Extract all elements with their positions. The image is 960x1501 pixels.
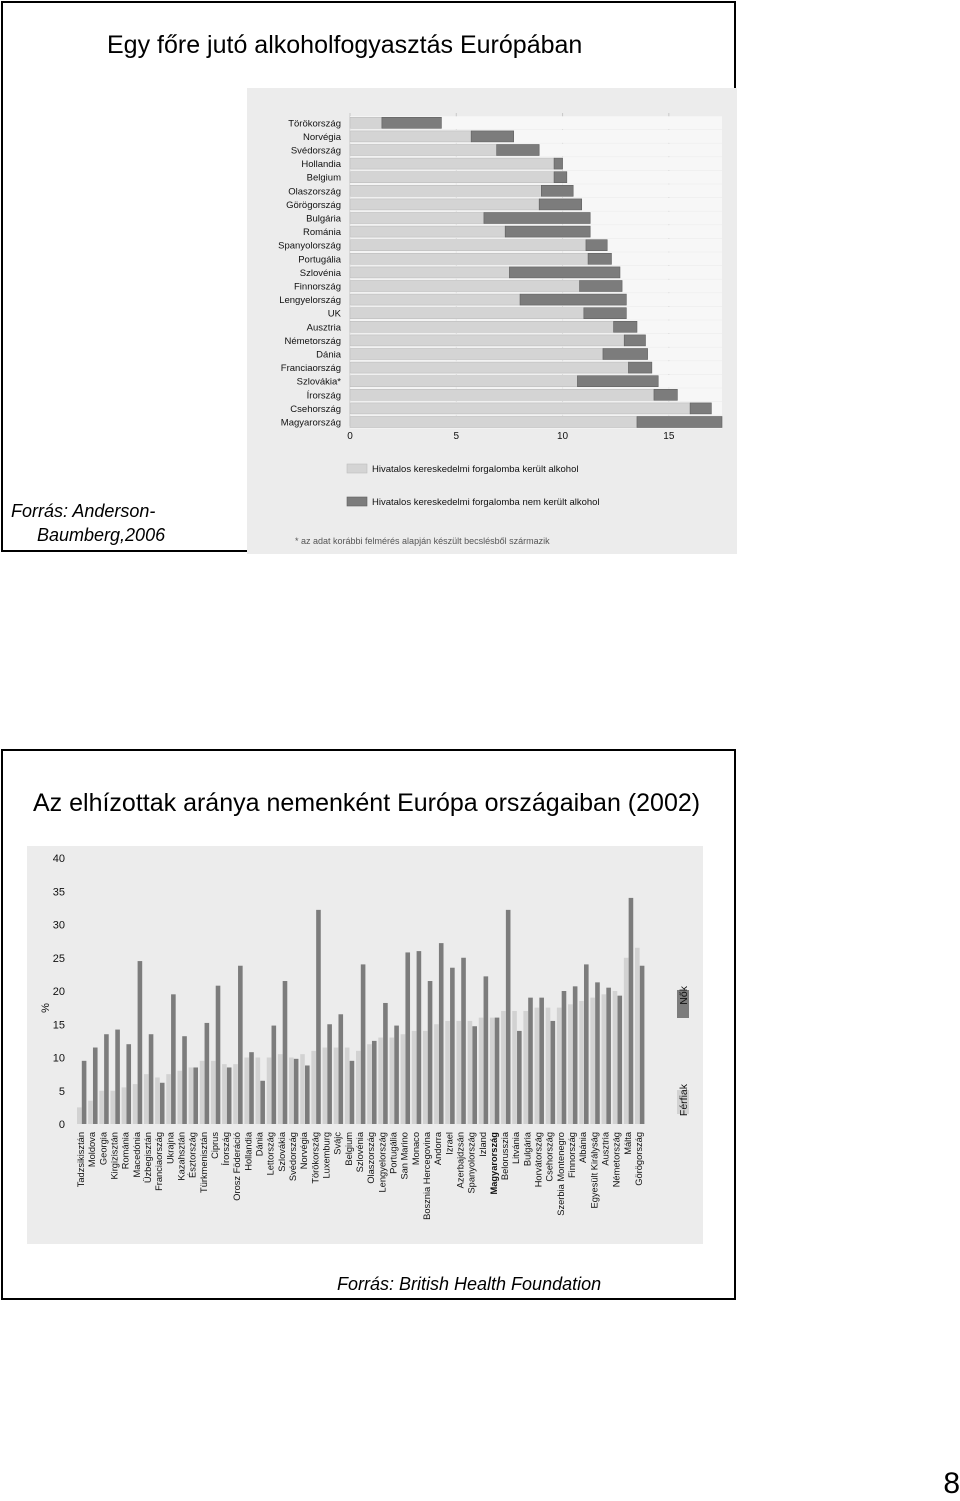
category-label: Szlovákia* xyxy=(296,376,341,388)
bar-official xyxy=(350,226,505,237)
bar-men xyxy=(490,1018,495,1124)
y-tick-label: 25 xyxy=(52,952,65,965)
bar-women xyxy=(249,1052,254,1124)
x-tick-label: 0 xyxy=(347,431,353,442)
bar-unofficial xyxy=(484,213,590,224)
bar-official xyxy=(350,131,471,142)
bar-men xyxy=(189,1067,194,1124)
bar-men xyxy=(613,991,618,1124)
bar-men xyxy=(166,1074,171,1124)
bar-women xyxy=(316,910,321,1124)
bar-unofficial xyxy=(554,158,563,169)
bar-men xyxy=(334,1048,339,1124)
bar-unofficial xyxy=(554,172,567,183)
bar-women xyxy=(450,968,455,1124)
bar-unofficial xyxy=(586,240,607,251)
source-note: Forrás: British Health Foundation xyxy=(337,1274,602,1294)
bar-women xyxy=(193,1067,198,1124)
category-label: Lettország xyxy=(265,1132,276,1176)
bar-official xyxy=(350,308,584,319)
bar-women xyxy=(327,1024,332,1124)
category-label: Dánia xyxy=(254,1132,265,1157)
bar-women xyxy=(160,1083,165,1124)
bar-unofficial xyxy=(690,403,711,414)
source-line-2: Baumberg,2006 xyxy=(37,525,166,545)
bar-men xyxy=(468,1021,473,1124)
bar-unofficial xyxy=(577,376,658,387)
x-tick-label: 10 xyxy=(557,431,569,442)
category-label: Albánia xyxy=(578,1132,589,1164)
bar-unofficial xyxy=(509,267,620,278)
x-tick-label: 5 xyxy=(453,431,460,442)
bar-women xyxy=(82,1061,87,1124)
y-axis-label: % xyxy=(40,1003,52,1013)
bar-women xyxy=(405,952,410,1124)
category-label: Svájc xyxy=(332,1132,343,1155)
bar-official xyxy=(350,213,484,224)
bar-men xyxy=(389,1038,394,1124)
category-label: Írország xyxy=(306,390,341,402)
category-label: Portugália xyxy=(298,254,341,266)
bar-women xyxy=(93,1048,98,1124)
category-label: Hollandia xyxy=(301,159,341,171)
bar-women xyxy=(562,991,567,1124)
category-label: Németország xyxy=(284,335,341,347)
bar-men xyxy=(412,1031,417,1124)
category-label: Norvégia xyxy=(299,1132,310,1170)
category-label: Írország xyxy=(221,1132,232,1166)
bar-men xyxy=(110,1091,115,1124)
bar-men xyxy=(579,1001,584,1124)
bar-unofficial xyxy=(584,308,627,319)
legend-label: Hivatalos kereskedelmi forgalomba került alkohol xyxy=(372,464,579,475)
bar-official xyxy=(350,321,614,332)
bar-men xyxy=(602,994,607,1124)
slide-alcohol xyxy=(1,1,736,552)
bar-men xyxy=(356,1051,361,1124)
bar-official xyxy=(350,335,624,346)
bar-men xyxy=(624,958,629,1124)
bar-unofficial xyxy=(520,294,626,305)
bar-men xyxy=(401,1034,406,1124)
category-label: Málta xyxy=(622,1132,633,1155)
bar-women xyxy=(182,1036,187,1124)
bar-men xyxy=(200,1061,205,1124)
bar-women xyxy=(115,1030,120,1124)
category-label: Andorra xyxy=(433,1132,444,1166)
legend-label: Hivatalos kereskedelmi forgalomba nem került alkohol xyxy=(372,497,600,508)
bar-women xyxy=(238,966,243,1124)
category-label: Ukrajna xyxy=(165,1132,176,1165)
bar-men xyxy=(144,1074,149,1124)
bar-men xyxy=(233,1064,238,1124)
bar-men xyxy=(434,1024,439,1124)
y-tick-label: 40 xyxy=(52,853,65,865)
bar-official xyxy=(350,389,654,400)
bar-men xyxy=(88,1101,93,1124)
category-label: Hollandia xyxy=(243,1132,254,1171)
bar-women xyxy=(338,1014,343,1124)
y-tick-label: 15 xyxy=(52,1019,65,1032)
bar-women xyxy=(551,1021,556,1124)
bar-official xyxy=(350,349,603,360)
category-label: Moldova xyxy=(87,1132,98,1168)
category-label: Ausztria xyxy=(600,1132,611,1166)
bar-unofficial xyxy=(497,145,540,156)
category-label: Kirgizisztán xyxy=(109,1132,120,1180)
category-label: Azerbajdzsán xyxy=(455,1132,466,1189)
bar-men xyxy=(300,1054,305,1124)
bar-official xyxy=(350,267,509,278)
y-tick-label: 20 xyxy=(52,986,65,998)
bar-women xyxy=(205,1023,210,1124)
category-label: Ausztria xyxy=(306,322,341,334)
bar-men xyxy=(211,1061,216,1124)
bar-men xyxy=(445,1021,450,1124)
bar-official xyxy=(350,362,628,373)
bar-men xyxy=(378,1038,383,1124)
bar-men xyxy=(557,1008,562,1124)
category-label: Törökország xyxy=(288,118,341,130)
bar-men xyxy=(501,1011,506,1124)
category-label: Franciaország xyxy=(280,363,341,375)
bar-women xyxy=(138,961,143,1124)
category-label: Orosz Föderáció xyxy=(232,1132,243,1201)
category-label: Belgium xyxy=(306,172,341,184)
x-tick-label: 15 xyxy=(663,431,675,442)
bar-men xyxy=(222,1064,227,1124)
bar-unofficial xyxy=(588,253,611,264)
bar-women xyxy=(495,1018,500,1124)
bar-men xyxy=(133,1084,138,1124)
category-label: Türkmenisztán xyxy=(198,1132,209,1193)
bar-unofficial xyxy=(505,226,590,237)
source-note xyxy=(11,499,165,547)
bar-women xyxy=(272,1026,277,1124)
category-label: Franciaország xyxy=(154,1132,165,1191)
category-label: Magyarország xyxy=(488,1132,499,1195)
footnote: * az adat korábbi felmérés alapján készült becslésből származik xyxy=(295,536,550,546)
category-label: Olaszország xyxy=(288,186,341,198)
category-label: Spanyolország xyxy=(278,240,341,252)
category-label: Horvátország xyxy=(533,1132,544,1188)
bar-women xyxy=(394,1026,399,1124)
category-label: Georgia xyxy=(98,1132,109,1166)
bar-official xyxy=(350,172,554,183)
y-tick-label: 5 xyxy=(58,1085,65,1098)
bar-men xyxy=(523,1011,528,1124)
bar-official xyxy=(350,294,520,305)
bar-women xyxy=(283,981,288,1124)
bar-men xyxy=(512,1011,517,1124)
category-label: Románia xyxy=(302,227,341,239)
category-label: Svédország xyxy=(288,1132,299,1182)
bar-official xyxy=(350,403,690,414)
y-tick-label: 30 xyxy=(52,919,65,932)
slide-obesity xyxy=(1,749,736,1300)
bar-unofficial xyxy=(603,349,648,360)
category-label: Görögország xyxy=(634,1132,644,1186)
category-label: Svédország xyxy=(290,145,341,157)
category-label: Bulgária xyxy=(522,1132,533,1167)
category-label: Szerbia Montenegro xyxy=(555,1132,566,1216)
category-label: Szlovénia xyxy=(299,267,341,279)
slide-title: Egy főre jutó alkoholfogyasztás Európában xyxy=(107,31,583,59)
category-label: Csehország xyxy=(290,403,341,415)
bar-men xyxy=(367,1044,372,1124)
category-label: Izrael xyxy=(444,1132,455,1155)
bar-women xyxy=(417,951,422,1124)
legend-swatch xyxy=(347,497,367,506)
bar-women xyxy=(216,986,221,1124)
bar-official xyxy=(350,253,588,264)
bar-women xyxy=(584,964,589,1124)
bar-women xyxy=(439,943,444,1124)
bar-women xyxy=(472,1026,477,1124)
category-label: Lengyelország xyxy=(377,1132,388,1193)
bar-men xyxy=(535,1008,540,1124)
bar-unofficial xyxy=(539,199,582,210)
bar-women xyxy=(640,966,645,1124)
category-label: Belgium xyxy=(343,1132,354,1166)
category-label: Belorusszia xyxy=(500,1132,511,1181)
category-label: Szlovénia xyxy=(355,1132,365,1173)
obesity-chart xyxy=(27,846,703,1244)
bar-women xyxy=(539,998,544,1124)
bar-women xyxy=(461,958,466,1124)
category-label: Bulgária xyxy=(306,213,341,225)
bar-women xyxy=(350,1061,355,1124)
category-label: Egyesült Királyság xyxy=(589,1132,600,1209)
bar-official xyxy=(350,376,577,387)
category-label: Magyarország xyxy=(280,417,341,429)
bar-official xyxy=(350,199,539,210)
bar-women xyxy=(506,910,511,1124)
bar-men xyxy=(345,1048,350,1124)
bar-men xyxy=(568,1004,573,1124)
category-label: Észtország xyxy=(187,1132,198,1178)
category-label: Lengyelország xyxy=(279,295,341,307)
bar-official xyxy=(350,281,580,292)
bar-men xyxy=(278,1054,283,1124)
bar-women xyxy=(126,1044,131,1124)
category-label: Portugália xyxy=(388,1132,399,1174)
bar-men xyxy=(590,998,595,1124)
bar-women xyxy=(428,981,433,1124)
bar-official xyxy=(350,145,497,156)
category-label: Törökország xyxy=(310,1132,321,1184)
bar-men xyxy=(423,1031,428,1124)
bar-unofficial xyxy=(580,281,623,292)
bar-women xyxy=(629,898,634,1124)
category-label: Szlovákia xyxy=(276,1132,287,1172)
bar-men xyxy=(456,1021,461,1124)
bar-women xyxy=(260,1081,265,1124)
bar-women xyxy=(383,1003,388,1124)
bar-women xyxy=(361,964,366,1124)
legend-label-women: Nők xyxy=(678,986,690,1005)
bar-women xyxy=(227,1067,232,1124)
category-label: Macedónia xyxy=(131,1132,142,1178)
bar-women xyxy=(104,1034,109,1124)
bar-official xyxy=(350,185,541,196)
category-label: Finnország xyxy=(294,281,341,293)
bar-unofficial xyxy=(471,131,514,142)
bar-unofficial xyxy=(614,321,637,332)
bar-unofficial xyxy=(654,389,677,400)
bar-women xyxy=(617,996,622,1124)
bar-men xyxy=(244,1058,249,1125)
y-tick-label: 10 xyxy=(52,1052,65,1065)
bar-men xyxy=(267,1058,272,1125)
bar-men xyxy=(323,1048,328,1124)
category-label: Csehország xyxy=(544,1132,555,1182)
legend-label-men: Férfiak xyxy=(678,1084,690,1117)
y-tick-label: 35 xyxy=(52,886,65,899)
alcohol-chart xyxy=(247,88,737,554)
bar-men xyxy=(155,1077,160,1124)
bar-women xyxy=(484,976,489,1124)
bar-women xyxy=(305,1065,310,1124)
bar-women xyxy=(528,998,533,1124)
bar-official xyxy=(350,158,554,169)
y-tick-label: 0 xyxy=(58,1119,65,1131)
bar-women xyxy=(573,986,578,1124)
bar-unofficial xyxy=(624,335,645,346)
bar-unofficial xyxy=(541,185,573,196)
category-label: Tadzsikisztán xyxy=(76,1132,86,1188)
category-label: San Marino xyxy=(399,1132,410,1180)
category-label: Litvánia xyxy=(511,1132,522,1165)
category-label: Bosznia Hercegovina xyxy=(421,1132,432,1220)
category-label: Románia xyxy=(120,1132,131,1170)
bar-men xyxy=(122,1087,127,1124)
bar-women xyxy=(149,1034,154,1124)
source-line-1: Forrás: Anderson- xyxy=(11,501,156,521)
category-label: Görögország xyxy=(286,199,341,211)
bar-women xyxy=(517,1031,522,1124)
legend-swatch xyxy=(347,464,367,473)
bar-men xyxy=(311,1051,316,1124)
page-number: 8 xyxy=(943,1467,960,1500)
category-label: Dánia xyxy=(316,349,341,361)
bar-women xyxy=(294,1059,299,1124)
bar-men xyxy=(635,948,640,1124)
category-label: Norvégia xyxy=(302,131,341,143)
category-label: Kazahsztán xyxy=(176,1132,187,1181)
category-label: Monaco xyxy=(410,1132,421,1166)
category-label: Finnország xyxy=(567,1132,578,1178)
category-label: UK xyxy=(327,308,341,320)
category-label: Olaszország xyxy=(366,1132,377,1184)
category-label: Luxemburg xyxy=(321,1132,332,1179)
bar-men xyxy=(77,1107,82,1124)
bar-women xyxy=(171,994,176,1124)
bar-men xyxy=(177,1071,182,1124)
slide-title: Az elhízottak aránya nemenként Európa országaiban (2002) xyxy=(33,789,701,817)
bar-men xyxy=(289,1058,294,1125)
bar-unofficial xyxy=(637,417,722,428)
bar-unofficial xyxy=(382,117,442,128)
bar-men xyxy=(479,1018,484,1124)
category-label: Ciprus xyxy=(209,1132,220,1159)
bar-women xyxy=(606,988,611,1124)
bar-official xyxy=(350,240,586,251)
category-label: Németország xyxy=(611,1132,622,1188)
bar-men xyxy=(256,1058,261,1125)
bar-men xyxy=(546,1008,551,1124)
bar-men xyxy=(99,1091,104,1124)
bar-women xyxy=(595,982,600,1124)
category-label: Izland xyxy=(477,1132,488,1157)
bar-unofficial xyxy=(628,362,651,373)
category-label: Spanyolország xyxy=(466,1132,477,1194)
bar-women xyxy=(372,1041,377,1124)
category-label: Üzbegisztán xyxy=(142,1132,153,1184)
bar-official xyxy=(350,417,637,428)
bar-official xyxy=(350,117,382,128)
